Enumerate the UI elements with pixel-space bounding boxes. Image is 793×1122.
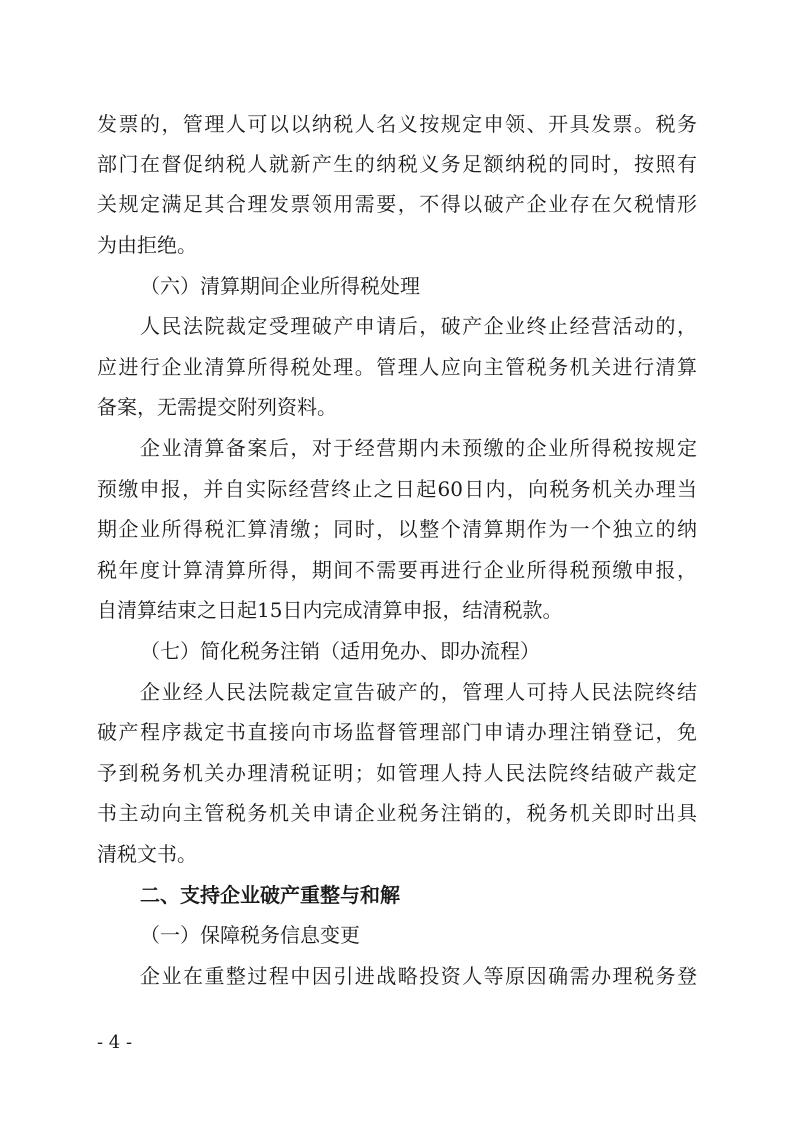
paragraph-line: 企业经人民法院裁定宣告破产的，管理人可持人民法院终结	[140, 680, 697, 704]
paragraph-line: 发票的，管理人可以以纳税人名义按规定申领、开具发票。税务	[97, 112, 697, 136]
paragraph-line: 破产程序裁定书直接向市场监督管理部门申请办理注销登记，免	[97, 720, 697, 744]
paragraph-line: 予到税务机关办理清税证明；如管理人持人民法院终结破产裁定	[97, 761, 697, 785]
chapter-heading-2: 二、支持企业破产重整与和解	[140, 883, 400, 907]
paragraph-line: 期企业所得税汇算清缴；同时，以整个清算期作为一个独立的纳	[97, 517, 697, 541]
paragraph-line: 应进行企业清算所得税处理。管理人应向主管税务机关进行清算	[97, 355, 697, 379]
paragraph-line: 企业清算备案后，对于经营期内未预缴的企业所得税按规定	[140, 436, 697, 460]
paragraph-line: 为由拒绝。	[97, 233, 197, 257]
section-heading-7: （七）简化税务注销（适用免办、即办流程）	[140, 639, 540, 663]
page-number: - 4 -	[97, 1032, 133, 1053]
section-heading-6: （六）清算期间企业所得税处理	[140, 274, 420, 298]
paragraph-line: 备案，无需提交附列资料。	[97, 395, 337, 419]
paragraph-line: 关规定满足其合理发票领用需要，不得以破产企业存在欠税情形	[97, 192, 697, 216]
paragraph-line: 企业在重整过程中因引进战略投资人等原因确需办理税务登	[140, 964, 697, 988]
section-heading-1: （一）保障税务信息变更	[140, 923, 360, 947]
paragraph-line: 人民法院裁定受理破产申请后，破产企业终止经营活动的，	[140, 314, 697, 338]
paragraph-line: 预缴申报，并自实际经营终止之日起60日内，向税务机关办理当	[97, 477, 697, 501]
paragraph-line: 自清算结束之日起15日内完成清算申报，结清税款。	[97, 598, 563, 622]
paragraph-line: 部门在督促纳税人就新产生的纳税义务足额纳税的同时，按照有	[97, 152, 697, 176]
paragraph-line: 税年度计算清算所得，期间不需要再进行企业所得税预缴申报，	[97, 558, 697, 582]
paragraph-line: 清税文书。	[97, 842, 197, 866]
paragraph-line: 书主动向主管税务机关申请企业税务注销的，税务机关即时出具	[97, 801, 697, 825]
